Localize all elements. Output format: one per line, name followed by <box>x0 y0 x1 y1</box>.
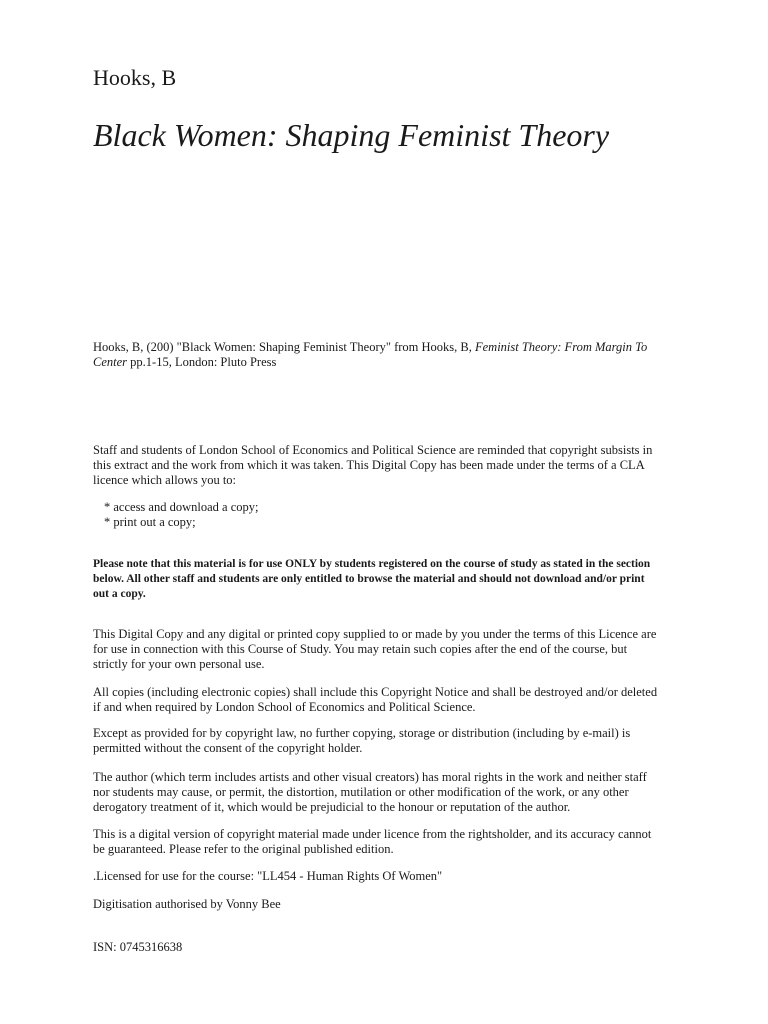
citation-prefix: Hooks, B, (200) "Black Women: Shaping Feminist Theory" from Hooks, B, <box>93 340 475 354</box>
permission-item: * print out a copy; <box>104 515 196 529</box>
course-licence-line: .Licensed for use for the course: "LL454 - Human Rights Of Women" <box>93 869 443 883</box>
usage-warning: Please note that this material is for use ONLY by students registered on the course of study as stated in the section below. All other staff and students are only entitled to browse the material and should not download and/or print out a copy. <box>93 558 651 600</box>
citation <box>93 340 663 370</box>
licence-paragraph: This Digital Copy and any digital or printed copy supplied to or made by you under the terms of this Licence are for use in connection with this Course of Study. You may retain such copies after the end of the course, but strictly for your own personal use. <box>93 627 657 671</box>
document-title: Black Women: Shaping Feminist Theory <box>93 117 610 153</box>
copyright-notice: Staff and students of London School of Economics and Political Science are reminded that copyright subsists in this extract and the work from which it was taken. This Digital Copy has been made under the terms of a CLA licence which allows you to: <box>93 443 653 487</box>
author-name: Hooks, B <box>93 65 177 90</box>
accuracy-paragraph: This is a digital version of copyright material made under licence from the rightsholder, and its accuracy cannot be guaranteed. Please refer to the original published edition. <box>93 827 652 856</box>
citation-suffix: pp.1-15, London: Pluto Press <box>127 355 277 369</box>
permission-list <box>104 500 258 530</box>
destruction-paragraph: All copies (including electronic copies) shall include this Copyright Notice and shall be destroyed and/or deleted if and when required by London School of Economics and Political Science. <box>93 685 658 714</box>
citation-book-title: Feminist Theory: From Margin To Center <box>93 340 648 369</box>
permission-item: * access and download a copy; <box>104 500 259 514</box>
isn-line: ISN: 0745316638 <box>93 940 183 954</box>
copying-paragraph: Except as provided for by copyright law, no further copying, storage or distribution (including by e-mail) is permitted without the consent of the copyright holder. <box>93 726 631 755</box>
moral-rights-paragraph: The author (which term includes artists and other visual creators) has moral rights in the work and neither staff nor students may cause, or permit, the distortion, mutilation or other modification of the work, or any other derogatory treatment of it, which would be prejudicial to the honour or reputation of the author. <box>93 770 647 814</box>
digitisation-line: Digitisation authorised by Vonny Bee <box>93 897 281 911</box>
